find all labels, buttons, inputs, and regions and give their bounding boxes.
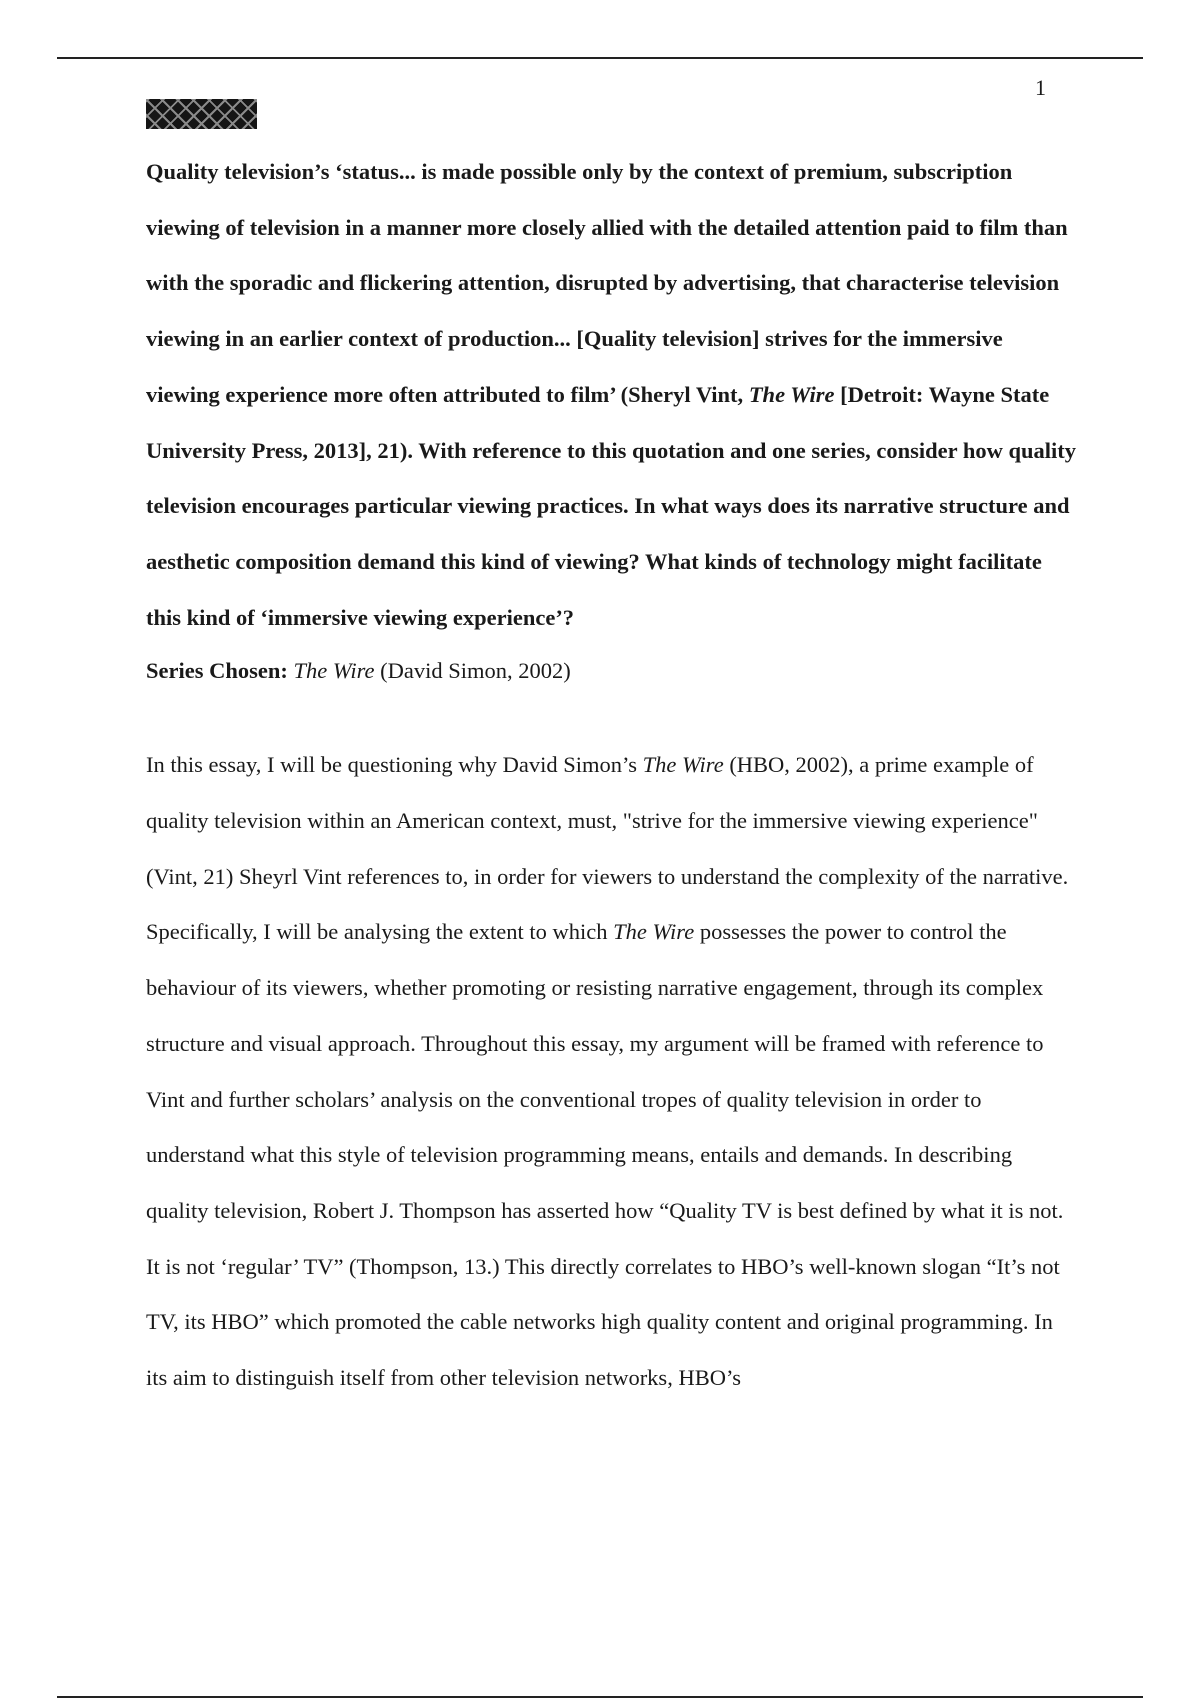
header-rule — [57, 57, 1143, 59]
essay-text-1: In this essay, I will be questioning why David Simon’s — [146, 752, 643, 778]
page-number: 1 — [1035, 75, 1046, 100]
essay-text-2: (HBO, 2002), a prime example of quality television within an American context, must, "strive for the immersive viewing experience" (Vint, 21) Sheyrl Vint references to, in order for viewers to understand the complexity of the narrative. Specifically, I will be analysing the extent to which — [146, 752, 1069, 945]
question-text-2: [Detroit: Wayne State University Press, 2013], 21). With reference to this quotation and one series, consider how quality television encourages particular viewing practices. In what ways does its narrative structure and aesthetic composition demand this kind of viewing? What kinds of technology might facilitate this kind of ‘immersive viewing experience’? — [146, 381, 1076, 630]
question-book-title: The Wire — [748, 381, 835, 407]
essay-series-title-2: The Wire — [613, 919, 695, 945]
series-title: The Wire — [293, 658, 375, 684]
series-chosen — [146, 651, 1076, 691]
question-text-1: Quality television’s ‘status... is made possible only by the context of premium, subscription viewing of television in a manner more closely allied with the detailed attention paid to film than with the sporadic and flickering attention, disrupted by advertising, that characterise television viewing in an earlier context of production... [Quality television] strives for the immersive viewing experience more often attributed to film’ (Sheryl Vint, — [146, 159, 1068, 407]
series-chosen-label: Series Chosen: — [146, 658, 288, 684]
footer-rule — [57, 1696, 1143, 1698]
essay-question — [146, 144, 1076, 645]
essay-text-3: possesses the power to control the behaviour of its viewers, whether promoting or resisting narrative engagement, through its complex structure and visual approach. Throughout this essay, my argument will be framed with reference to Vint and further scholars’ analysis on the conventional tropes of quality television in order to understand what this style of television programming means, entails and demands. In describing quality television, Robert J. Thompson has asserted how “Quality TV is best defined by what it is not. It is not ‘regular’ TV” (Thompson, 13.) This directly correlates to HBO’s well-known slogan “It’s not TV, its HBO” which promoted the cable networks high quality content and original programming. In its aim to distinguish itself from other television networks, HBO’s — [146, 919, 1064, 1391]
document-body — [146, 144, 1076, 1406]
essay-paragraph — [146, 737, 1076, 1405]
essay-series-title-1: The Wire — [642, 752, 724, 778]
series-detail: (David Simon, 2002) — [374, 658, 571, 684]
redacted-name-block — [146, 99, 257, 129]
